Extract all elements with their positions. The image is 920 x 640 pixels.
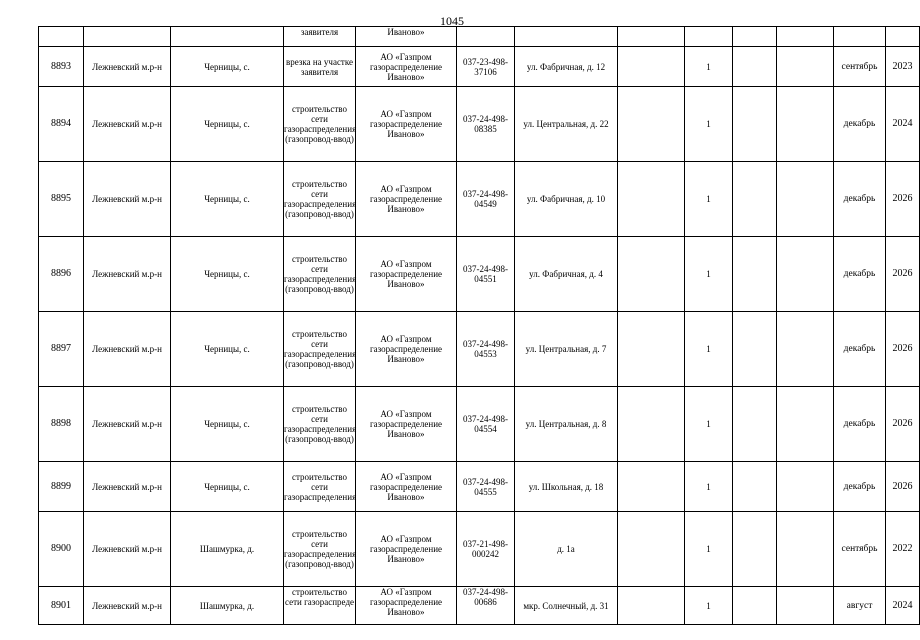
cell-month: [834, 27, 886, 47]
cell-address: ул. Школьная, д. 18: [515, 462, 618, 512]
cell-num: 8901: [39, 587, 84, 625]
cell-year: 2026: [886, 462, 920, 512]
cell-qty: 1: [685, 47, 733, 87]
cell-empty: [777, 47, 834, 87]
cell-month: август: [834, 587, 886, 625]
cell-type: заявителя: [284, 27, 356, 47]
cell-num: 8894: [39, 87, 84, 162]
cell-empty: [618, 27, 685, 47]
cell-org: АО «Газпром газораспределение Иваново»: [356, 462, 457, 512]
table-row: [39, 87, 920, 162]
cell-qty: 1: [685, 87, 733, 162]
cell-org: Иваново»: [356, 27, 457, 47]
cell-empty: [733, 512, 777, 587]
cell-empty: [618, 47, 685, 87]
cell-empty: [618, 587, 685, 625]
cell-empty: [777, 512, 834, 587]
cell-code: 037-24-498-00686: [457, 587, 515, 625]
cell-empty: [733, 387, 777, 462]
cell-qty: 1: [685, 162, 733, 237]
cell-district: Лежневский м.р-н: [84, 162, 171, 237]
cell-locality: Черницы, с.: [171, 237, 284, 312]
cell-locality: Шашмурка, д.: [171, 512, 284, 587]
cell-code: 037-24-498-04549: [457, 162, 515, 237]
cell-type: строительство сети газораспределения (газопровод-ввод): [284, 237, 356, 312]
cell-empty: [618, 312, 685, 387]
cell-num: [39, 27, 84, 47]
cell-empty: [618, 237, 685, 312]
cell-district: [84, 27, 171, 47]
cell-empty: [733, 27, 777, 47]
cell-code: 037-24-498-04553: [457, 312, 515, 387]
table-row: [39, 162, 920, 237]
cell-empty: [618, 512, 685, 587]
table-row: [39, 47, 920, 87]
cell-org: АО «Газпром газораспределение Иваново»: [356, 47, 457, 87]
cell-code: 037-21-498-000242: [457, 512, 515, 587]
cell-empty: [733, 237, 777, 312]
cell-type: строительство сети газораспределения (газопровод-ввод): [284, 312, 356, 387]
cell-empty: [777, 387, 834, 462]
table-body: [39, 27, 920, 625]
cell-year: 2024: [886, 587, 920, 625]
cell-empty: [618, 162, 685, 237]
gas-connection-table: [38, 26, 920, 625]
cell-org: АО «Газпром газораспределение Иваново»: [356, 162, 457, 237]
cell-num: 8900: [39, 512, 84, 587]
cell-qty: 1: [685, 312, 733, 387]
cell-code: 037-24-498-04555: [457, 462, 515, 512]
cell-address: д. 1а: [515, 512, 618, 587]
cell-year: [886, 27, 920, 47]
cell-year: 2022: [886, 512, 920, 587]
cell-type: строительство сети газораспределения (газопровод-ввод): [284, 162, 356, 237]
cell-month: декабрь: [834, 387, 886, 462]
cell-address: ул. Центральная, д. 8: [515, 387, 618, 462]
cell-address: мкр. Солнечный, д. 31: [515, 587, 618, 625]
cell-num: 8898: [39, 387, 84, 462]
cell-month: сентябрь: [834, 512, 886, 587]
cell-empty: [618, 462, 685, 512]
cell-type: строительство сети газораспределения (газопровод-ввод): [284, 87, 356, 162]
cell-locality: Черницы, с.: [171, 47, 284, 87]
cell-address: ул. Фабричная, д. 4: [515, 237, 618, 312]
cell-num: 8893: [39, 47, 84, 87]
cell-qty: 1: [685, 587, 733, 625]
cell-org: АО «Газпром газораспределение Иваново»: [356, 512, 457, 587]
table-row: [39, 587, 920, 625]
cell-qty: 1: [685, 237, 733, 312]
cell-empty: [777, 237, 834, 312]
cell-org: АО «Газпром газораспределение Иваново»: [356, 237, 457, 312]
cell-num: 8896: [39, 237, 84, 312]
cell-qty: 1: [685, 387, 733, 462]
cell-month: декабрь: [834, 162, 886, 237]
cell-address: [515, 27, 618, 47]
table-row: [39, 462, 920, 512]
cell-empty: [618, 387, 685, 462]
cell-qty: 1: [685, 462, 733, 512]
cell-empty: [777, 162, 834, 237]
cell-num: 8895: [39, 162, 84, 237]
table-row: [39, 387, 920, 462]
cell-num: 8899: [39, 462, 84, 512]
cell-locality: Черницы, с.: [171, 162, 284, 237]
cell-month: декабрь: [834, 312, 886, 387]
cell-district: Лежневский м.р-н: [84, 587, 171, 625]
cell-code: 037-24-498-08385: [457, 87, 515, 162]
page-number: 1045: [440, 14, 464, 28]
cell-year: 2024: [886, 87, 920, 162]
cell-code: 037-24-498-04554: [457, 387, 515, 462]
cell-empty: [733, 462, 777, 512]
cell-qty: [685, 27, 733, 47]
table-row-partial: [39, 27, 920, 47]
cell-locality: Черницы, с.: [171, 462, 284, 512]
cell-district: Лежневский м.р-н: [84, 512, 171, 587]
cell-year: 2026: [886, 312, 920, 387]
cell-empty: [777, 587, 834, 625]
cell-month: декабрь: [834, 87, 886, 162]
cell-district: Лежневский м.р-н: [84, 237, 171, 312]
cell-type: строительство сети газораспределения (газопровод-ввод): [284, 387, 356, 462]
cell-address: ул. Фабричная, д. 10: [515, 162, 618, 237]
cell-locality: [171, 27, 284, 47]
cell-org: АО «Газпром газораспределение Иваново»: [356, 87, 457, 162]
cell-address: ул. Фабричная, д. 12: [515, 47, 618, 87]
cell-locality: Черницы, с.: [171, 387, 284, 462]
cell-num: 8897: [39, 312, 84, 387]
cell-year: 2023: [886, 47, 920, 87]
cell-empty: [777, 462, 834, 512]
cell-year: 2026: [886, 237, 920, 312]
cell-type: врезка на участке заявителя: [284, 47, 356, 87]
cell-district: Лежневский м.р-н: [84, 47, 171, 87]
table-row: [39, 237, 920, 312]
cell-locality: Черницы, с.: [171, 87, 284, 162]
table-row: [39, 512, 920, 587]
cell-org: АО «Газпром газораспределение Иваново»: [356, 387, 457, 462]
cell-empty: [733, 587, 777, 625]
cell-empty: [618, 87, 685, 162]
cell-year: 2026: [886, 162, 920, 237]
cell-month: декабрь: [834, 462, 886, 512]
cell-type: строительство сети газораспределения (газопровод-ввод): [284, 512, 356, 587]
cell-empty: [733, 47, 777, 87]
cell-type: строительство сети газораспреде: [284, 587, 356, 625]
cell-address: ул. Центральная, д. 22: [515, 87, 618, 162]
cell-empty: [733, 87, 777, 162]
cell-empty: [777, 87, 834, 162]
cell-type: строительство сети газораспределения: [284, 462, 356, 512]
cell-month: сентябрь: [834, 47, 886, 87]
cell-org: АО «Газпром газораспределение Иваново»: [356, 312, 457, 387]
cell-address: ул. Центральная, д. 7: [515, 312, 618, 387]
cell-code: [457, 27, 515, 47]
cell-empty: [733, 162, 777, 237]
cell-empty: [733, 312, 777, 387]
cell-district: Лежневский м.р-н: [84, 462, 171, 512]
cell-locality: Шашмурка, д.: [171, 587, 284, 625]
cell-district: Лежневский м.р-н: [84, 87, 171, 162]
cell-empty: [777, 27, 834, 47]
cell-year: 2026: [886, 387, 920, 462]
cell-code: 037-24-498-04551: [457, 237, 515, 312]
cell-org: АО «Газпром газораспределение Иваново»: [356, 587, 457, 625]
cell-qty: 1: [685, 512, 733, 587]
cell-district: Лежневский м.р-н: [84, 312, 171, 387]
cell-month: декабрь: [834, 237, 886, 312]
table-row: [39, 312, 920, 387]
cell-locality: Черницы, с.: [171, 312, 284, 387]
cell-empty: [777, 312, 834, 387]
cell-code: 037-23-498-37106: [457, 47, 515, 87]
cell-district: Лежневский м.р-н: [84, 387, 171, 462]
